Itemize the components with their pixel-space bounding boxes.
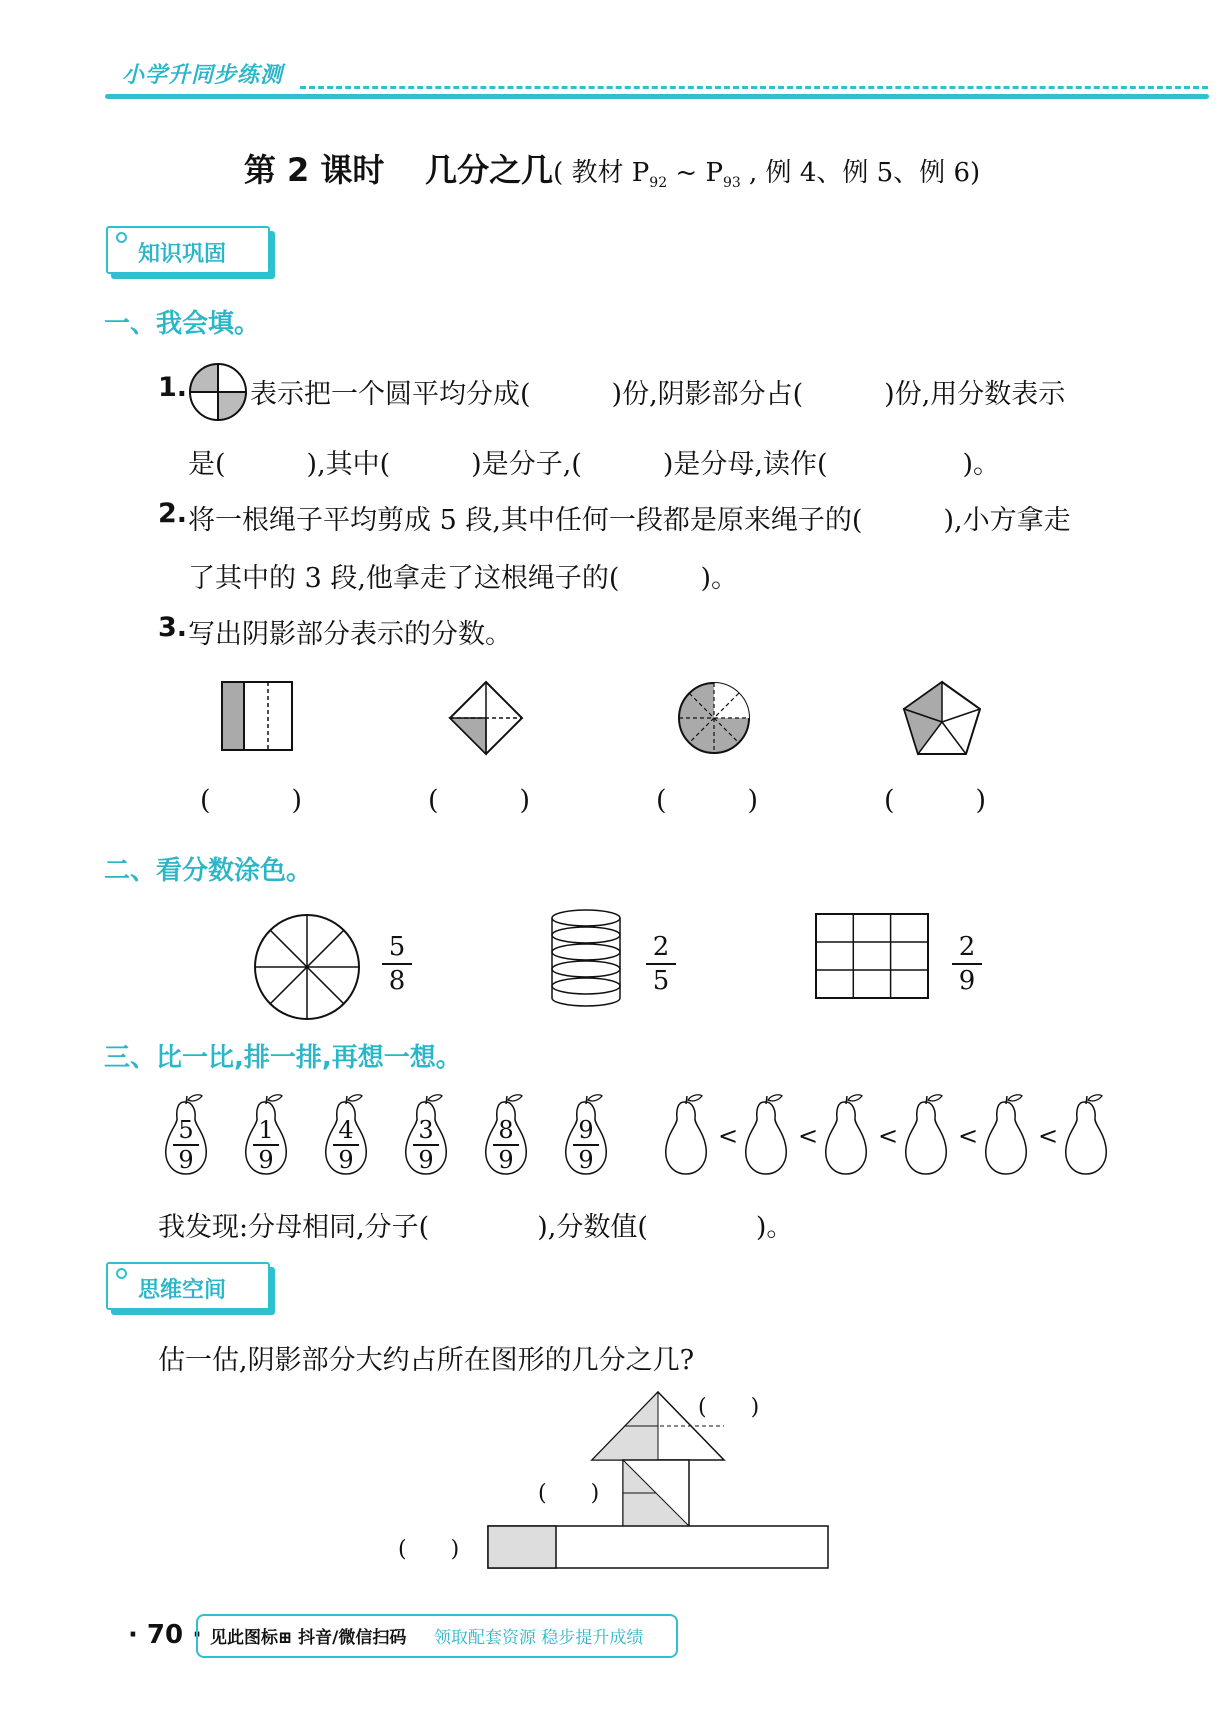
pear-fraction <box>560 1092 614 1178</box>
coil-cylinder-five-parts[interactable] <box>548 908 624 1008</box>
q3-number: 3. <box>158 612 188 643</box>
rectangle-thirds-figure <box>220 680 296 752</box>
less-than-sign: < <box>1038 1122 1059 1150</box>
circle-eighths-figure <box>676 680 752 756</box>
pear-answer-blank[interactable] <box>820 1092 874 1178</box>
pear-answer-blank[interactable] <box>740 1092 794 1178</box>
pear-icon <box>820 1092 874 1178</box>
answer-paren-2[interactable]: ( ) <box>428 785 531 816</box>
pear-icon <box>980 1092 1034 1178</box>
pear-fraction <box>480 1092 534 1178</box>
pear-icon <box>900 1092 954 1178</box>
page-number: · 70 · <box>128 1620 203 1650</box>
fraction-2-9: 2 9 <box>952 932 982 996</box>
header-rule <box>105 94 1209 99</box>
pentagon-fifths-figure <box>902 680 982 756</box>
lesson-label: 第 2 课时 <box>243 151 385 189</box>
pear-fraction <box>320 1092 374 1178</box>
q2-number: 2. <box>158 498 188 529</box>
tag-dot-icon <box>116 232 127 243</box>
estimate-paren-bar[interactable]: ( ) <box>398 1537 460 1562</box>
section-heading-compare: 三、比一比,排一排,再想一想。 <box>104 1043 462 1073</box>
pear-fraction-value: 1 9 <box>251 1118 281 1172</box>
pear-icon <box>1060 1092 1114 1178</box>
diamond-quarters-figure <box>448 680 524 756</box>
q2-line2: 了其中的 3 段,他拿走了这根绳子的( )。 <box>188 563 738 594</box>
pear-fraction <box>160 1092 214 1178</box>
less-than-sign: < <box>878 1122 899 1150</box>
q1-line1: 表示把一个圆平均分成( )份,阴影部分占( )份,用分数表示 <box>250 379 1066 410</box>
pear-answer-blank[interactable] <box>900 1092 954 1178</box>
lesson-topic: 几分之几 <box>425 151 554 189</box>
answer-paren-4[interactable]: ( ) <box>884 785 987 816</box>
pear-fraction <box>240 1092 294 1178</box>
fraction-2-5: 2 5 <box>646 932 676 996</box>
answer-paren-1[interactable]: ( ) <box>200 785 303 816</box>
tag-thinking <box>106 1262 270 1310</box>
estimate-paren-square[interactable]: ( ) <box>538 1481 600 1506</box>
pear-answer-blank[interactable] <box>660 1092 714 1178</box>
pear-answer-blank[interactable] <box>980 1092 1034 1178</box>
pear-fraction-value: 4 9 <box>331 1118 361 1172</box>
brand-title: 小学升同步练测 <box>122 63 284 88</box>
page-title <box>0 145 1224 191</box>
pear-fraction-value: 8 9 <box>491 1118 521 1172</box>
textbook-reference: ( 教材 $P_{92}$ ~ $P_{93}$ , 例 4、例 5、例 6) <box>553 158 981 192</box>
grid-nine-parts[interactable] <box>814 912 930 1002</box>
q2-line1: 将一根绳子平均剪成 5 段,其中任何一段都是原来绳子的( ),小方拿走 <box>188 505 1071 536</box>
fraction-5-8: 5 8 <box>382 932 412 996</box>
footer-resource-text: 领取配套资源 稳步提升成绩 <box>434 1628 644 1648</box>
estimate-question: 估一估,阴影部分大约占所在图形的几分之几? <box>158 1345 695 1376</box>
pear-fraction-value: 9 9 <box>571 1118 601 1172</box>
pear-icon <box>660 1092 714 1178</box>
tag-label: 知识巩固 <box>138 242 227 267</box>
tag-knowledge <box>106 226 270 274</box>
pear-fraction-value: 3 9 <box>411 1118 441 1172</box>
pear-answer-blank[interactable] <box>1060 1092 1114 1178</box>
section-heading-color: 二、看分数涂色。 <box>104 856 313 886</box>
section-heading-fill: 一、我会填。 <box>104 309 261 339</box>
tag-dot-icon <box>116 1268 127 1279</box>
q1-number: 1. <box>158 372 188 403</box>
q3-text: 写出阴影部分表示的分数。 <box>188 619 512 650</box>
finding-sentence: 我发现:分母相同,分子( ),分数值( )。 <box>158 1212 794 1243</box>
q1-line2: 是( ),其中( )是分子,( )是分母,读作( )。 <box>188 449 1001 480</box>
tag-label: 思维空间 <box>138 1278 227 1303</box>
header-dashed-line <box>300 86 1208 89</box>
quartered-circle-figure <box>188 362 248 422</box>
footer-scan-text: 见此图标⊞ 抖音/微信扫码 <box>210 1628 407 1648</box>
less-than-sign: < <box>798 1122 819 1150</box>
circle-eight-parts[interactable] <box>252 912 362 1022</box>
estimate-paren-roof[interactable]: ( ) <box>698 1395 760 1420</box>
house-shapes-figure <box>480 1390 840 1570</box>
less-than-sign: < <box>718 1122 739 1150</box>
answer-paren-3[interactable]: ( ) <box>656 785 759 816</box>
less-than-sign: < <box>958 1122 979 1150</box>
pear-fraction <box>400 1092 454 1178</box>
pear-fraction-value: 5 9 <box>171 1118 201 1172</box>
pear-icon <box>740 1092 794 1178</box>
